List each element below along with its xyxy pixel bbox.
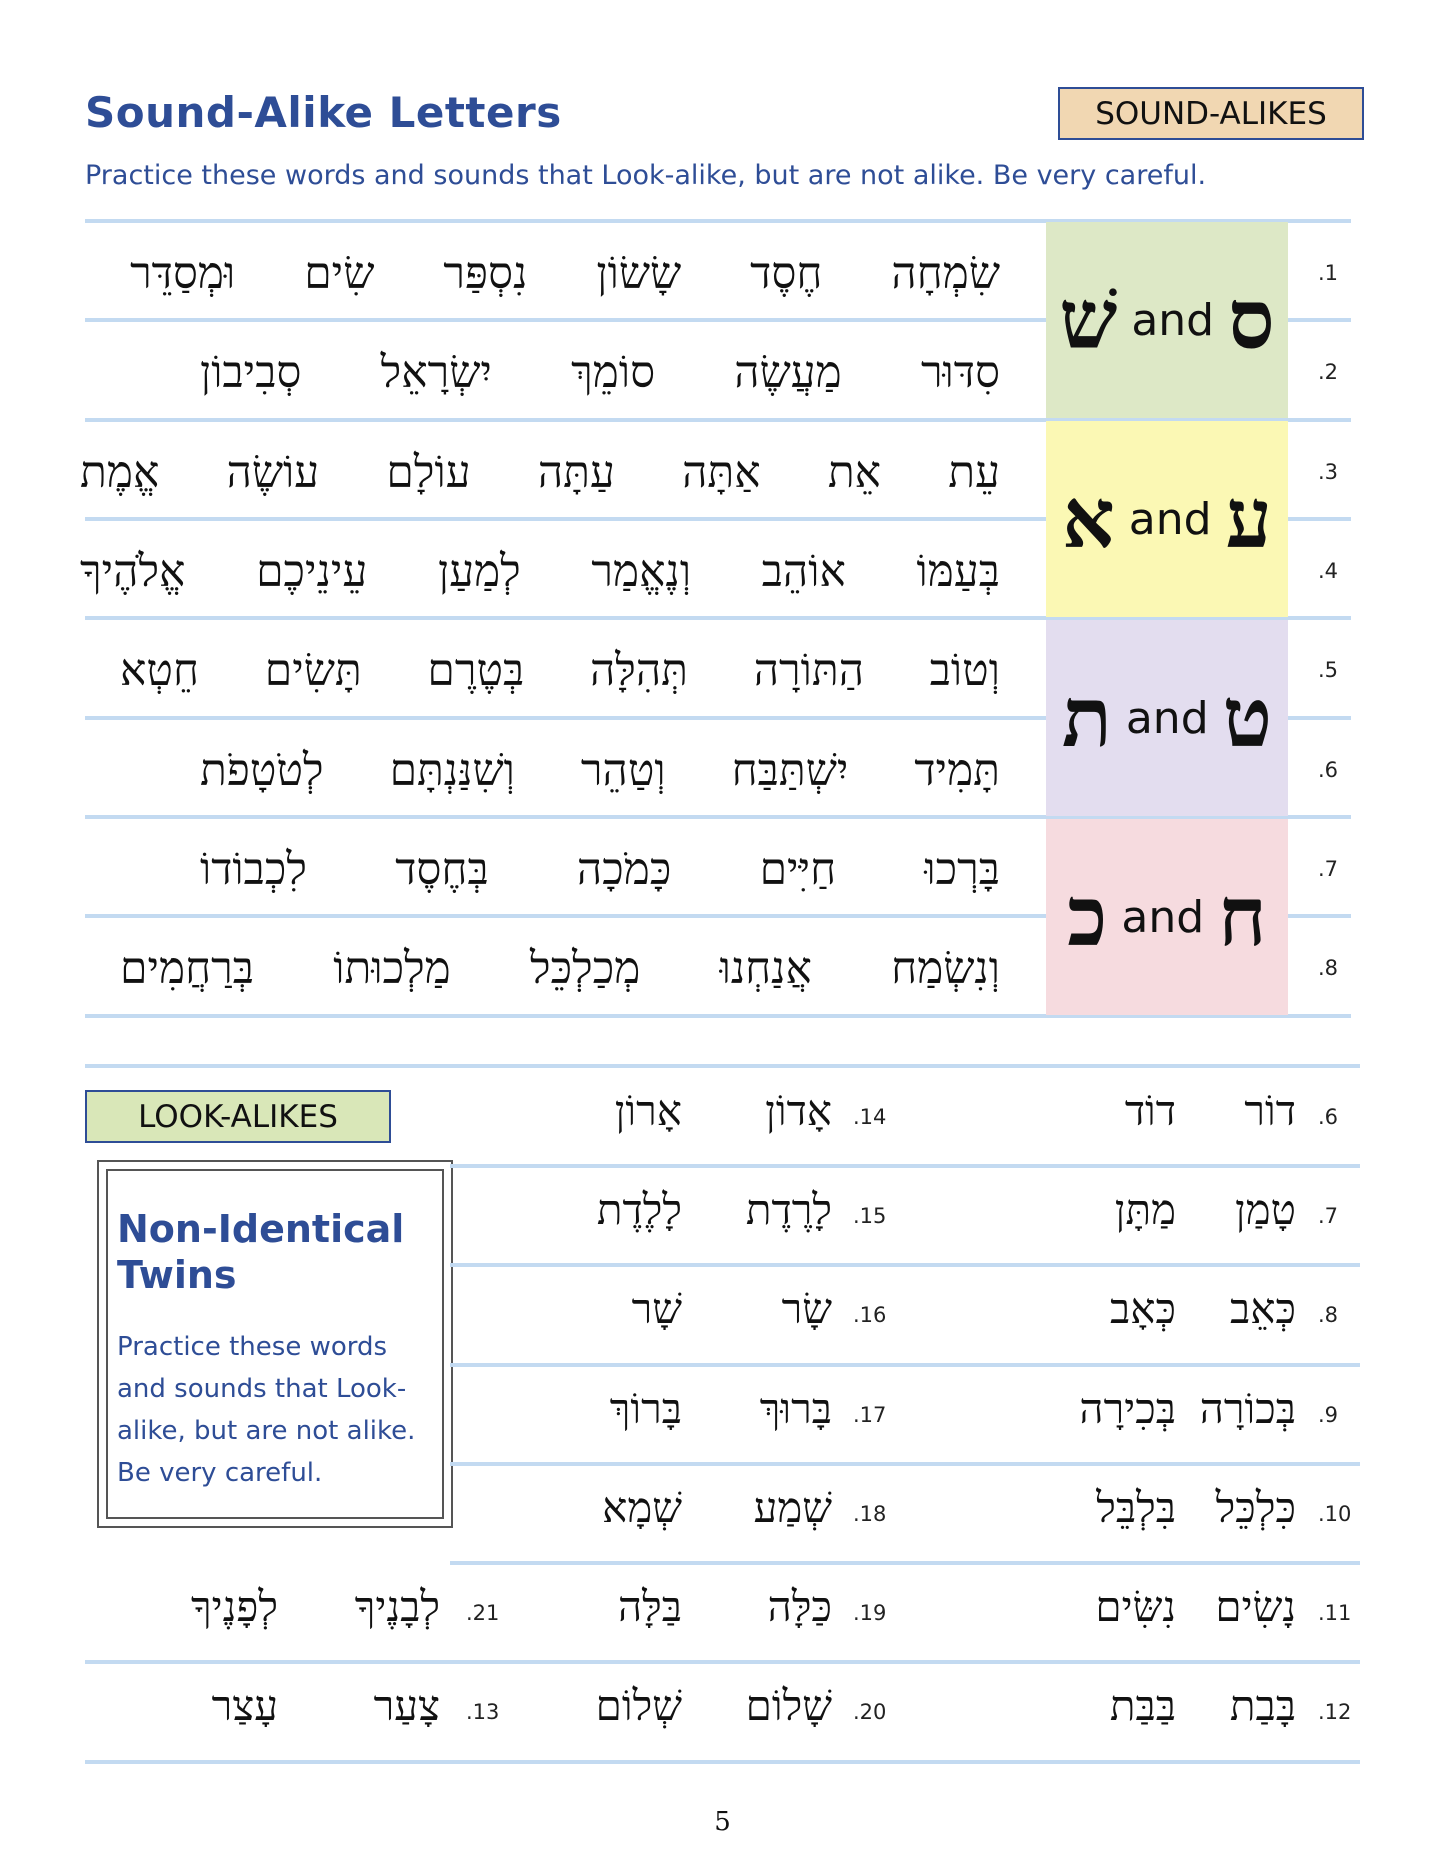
pair-number: .18 [853,1502,887,1526]
hebrew-word: לָרֶדֶת [745,1185,832,1234]
hebrew-word: בָּרוּךְ [759,1384,832,1433]
hebrew-word-row [120,936,1000,1000]
pair-letter-right: ע [1225,471,1272,567]
pair-and-label: and [1125,692,1209,744]
pair-number: .6 [1318,1105,1339,1129]
pair-number: .15 [853,1204,887,1228]
hebrew-word: יִשְׂרָאֵל [380,346,492,398]
hebrew-word: עָצַר [211,1681,278,1730]
hebrew-word: שְׁלוֹם [595,1681,682,1730]
hebrew-word: חַיִּים [759,843,837,895]
pair-number: .11 [1318,1601,1352,1625]
pair-number: .20 [853,1700,887,1724]
page-number: 5 [714,1807,731,1837]
row-number: .7 [1318,857,1339,881]
pair-letter-right: ט [1222,670,1273,766]
hebrew-word: וְנֶאֱמַר [591,545,692,597]
row-divider [450,1462,1360,1466]
hebrew-word: בְּטֶרֶם [427,644,525,696]
hebrew-word: בָּרְכוּ [924,843,1000,895]
hebrew-word: שָׂשׂוֹן [596,247,682,299]
row-divider [85,1064,1360,1068]
hebrew-word: בָּרוֹךְ [609,1384,682,1433]
hebrew-word: דוֹד [1124,1086,1176,1135]
hebrew-word: סְבִיבוֹן [200,346,302,398]
hebrew-word: עֵת [948,446,1000,498]
hebrew-word: שְׁמַע [753,1483,832,1532]
hebrew-word: אַתָּה [682,446,761,498]
hebrew-word-row [120,638,1000,702]
hebrew-word: לְבָנֶיךָ [354,1582,440,1631]
hebrew-word: שָׂר [781,1284,832,1333]
row-divider [450,1561,1360,1565]
hebrew-word: בַּבַּת [1109,1681,1176,1730]
pair-letter-left: כ [1067,869,1108,965]
twins-box-title: Non-Identical Twins [117,1207,405,1297]
row-divider [450,1363,1360,1367]
letter-pair-panel [1046,620,1288,816]
letter-pair-panel [1046,222,1288,418]
pair-number: .7 [1318,1204,1339,1228]
hebrew-word: תָּמִיד [914,744,1000,796]
hebrew-word-row [80,539,1000,603]
hebrew-word: עֵינֵיכֶם [256,545,368,597]
hebrew-word: כִּלְכֵּל [1215,1483,1296,1532]
letter-pair-panel [1046,819,1288,1015]
hebrew-word: עוֹשֶׂה [226,446,320,498]
hebrew-word: אָדוֹן [765,1086,832,1135]
hebrew-word: יִשְׁתַּבַּח [731,744,849,796]
hebrew-word-row [130,241,1000,305]
hebrew-word-row [200,340,1000,404]
hebrew-word-row [200,738,1000,802]
row-divider [85,1660,1360,1664]
hebrew-word: אֲנַחְנוּ [719,942,812,994]
pair-and-label: and [1128,493,1212,545]
pair-letter-left: א [1062,471,1115,567]
hebrew-word: עַתָּה [537,446,615,498]
hebrew-word: תָּשִׂים [264,644,362,696]
page-subtitle: Practice these words and sounds that Look-alike, but are not alike. Be very careful. [85,160,1207,191]
hebrew-word-row [80,440,1000,504]
hebrew-word: שִׂמְחָה [891,247,1000,299]
pair-letter-right: ס [1228,272,1275,368]
hebrew-word: לְטֹטָפֹת [200,744,324,796]
hebrew-word: צָעַר [373,1681,440,1730]
hebrew-word: שָׁלוֹם [745,1681,832,1730]
sound-alikes-tag: SOUND-ALIKES [1058,87,1364,140]
row-number: .5 [1318,658,1339,682]
hebrew-word: עוֹלָם [386,446,471,498]
hebrew-word: טָמַן [1235,1185,1296,1234]
hebrew-word: בְּכוֹרָה [1199,1384,1296,1433]
hebrew-word: וְטַהֵר [580,744,666,796]
hebrew-word: מַתָּן [1114,1185,1176,1234]
hebrew-word: נִסְפַּר [443,247,528,299]
hebrew-word: שְׁמָא [602,1483,682,1532]
pair-number: .14 [853,1105,887,1129]
hebrew-word: כַּלָּה [767,1582,832,1631]
pair-number: .12 [1318,1700,1352,1724]
pair-and-label: and [1131,294,1215,346]
hebrew-word: וּמְסַדֵּר [130,247,236,299]
hebrew-word: לְפָנֶיךָ [191,1582,278,1631]
look-alikes-tag: LOOK-ALIKES [85,1090,391,1143]
row-divider [85,1760,1360,1764]
hebrew-word: חֶסֶד [750,247,823,299]
pair-and-label: and [1121,891,1205,943]
hebrew-word: בַּלָּה [617,1582,682,1631]
pair-number: .13 [466,1700,500,1724]
hebrew-word: בְּכִירָה [1079,1384,1176,1433]
row-divider [450,1263,1360,1267]
pair-number: .10 [1318,1502,1352,1526]
hebrew-word: אֱמֶת [80,446,160,498]
pair-number: .21 [466,1601,500,1625]
pair-number: .17 [853,1403,887,1427]
hebrew-word: תְּהִלָּה [589,644,688,696]
hebrew-word: בִּלְבֵּל [1096,1483,1176,1532]
hebrew-word: וְשִׁנַּנְתָּם [389,744,515,796]
pair-number: .9 [1318,1403,1339,1427]
hebrew-word: חֵטְא [120,644,200,696]
hebrew-word: לְמַעַן [437,545,521,597]
hebrew-word: לִכְבוֹדוֹ [200,843,307,895]
row-number: .2 [1318,360,1339,384]
hebrew-word: דוֹר [1244,1086,1296,1135]
hebrew-word: בְּרַחֲמִים [120,942,254,994]
hebrew-word-row [200,837,1000,901]
twins-box-text: Practice these words and sounds that Look-alike, but are not alike. Be very careful. [117,1332,416,1488]
hebrew-word: וְטוֹב [929,644,1000,696]
row-number: .6 [1318,758,1339,782]
letter-pair-panel [1046,421,1288,617]
hebrew-word: בְּעַמּוֹ [916,545,1000,597]
row-number: .1 [1318,261,1339,285]
hebrew-word: מְכַלְכֵּל [530,942,641,994]
hebrew-word: אֱלֹהֶיךָ [80,545,186,597]
hebrew-word: מַלְכוּתוֹ [333,942,451,994]
hebrew-word: סִדּוּר [920,346,1000,398]
row-divider [450,1164,1360,1168]
pair-letter-left: ת [1061,670,1112,766]
hebrew-word: וְנִשְׂמַח [891,942,1000,994]
row-number: .4 [1318,559,1339,583]
row-number: .3 [1318,460,1339,484]
hebrew-word: הַתּוֹרָה [753,644,865,696]
hebrew-word: נָשִׂים [1215,1582,1296,1631]
pair-letter-right: ח [1218,869,1267,965]
hebrew-word: אֵת [827,446,882,498]
pair-letter-left: שׁ [1059,272,1118,368]
row-number: .8 [1318,956,1339,980]
hebrew-word: סוֹמֵךְ [571,346,656,398]
hebrew-word: בְּחֶסֶד [395,843,489,895]
hebrew-word: אָרוֹן [614,1086,682,1135]
hebrew-word: אוֹהֵב [761,545,846,597]
hebrew-word: כָּמֹכָה [576,843,672,895]
pair-number: .19 [853,1601,887,1625]
hebrew-word: מַעֲשֶׂה [734,346,842,398]
pair-number: .16 [853,1303,887,1327]
hebrew-word: לָלֶדֶת [596,1185,682,1234]
pair-number: .8 [1318,1303,1339,1327]
hebrew-word: נִשִּׂים [1095,1582,1176,1631]
hebrew-word: כְּאָב [1110,1284,1176,1333]
page-title: Sound-Alike Letters [85,88,562,137]
hebrew-word: שִׂים [304,247,375,299]
hebrew-word: כְּאֵב [1230,1284,1296,1333]
hebrew-word: בָּבַת [1229,1681,1296,1730]
hebrew-word: שָׁר [631,1284,682,1333]
